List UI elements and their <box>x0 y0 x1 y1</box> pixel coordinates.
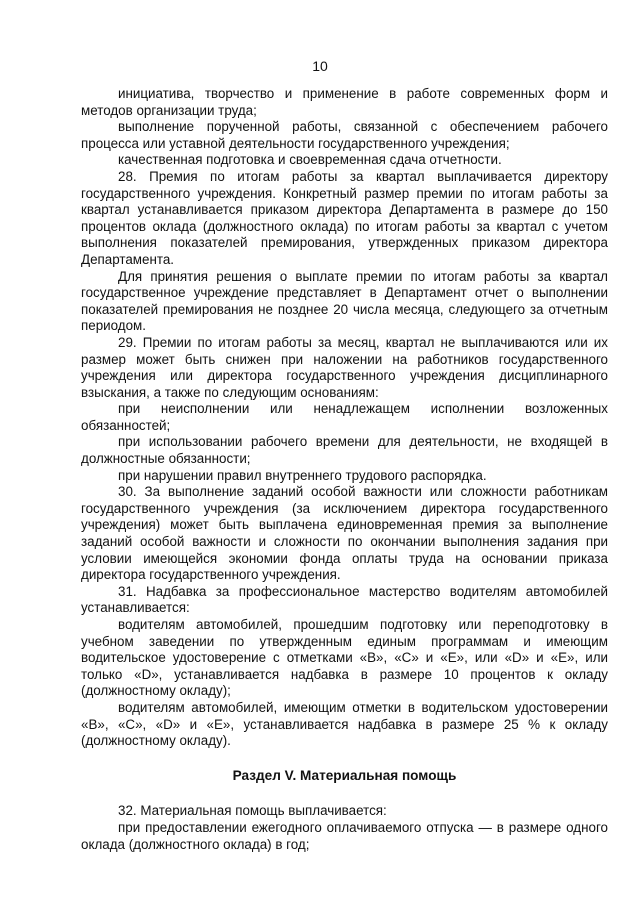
page-number: 10 <box>312 58 328 74</box>
paragraph-item-32: 32. Материальная помощь выплачивается: <box>118 803 387 819</box>
paragraph-item-28: 28. Премия по итогам работы за квартал выплачивается директору государственного учреждения. Конкретный размер премии по итогам работы за квартал устанавливается приказом директора Департамента в размере до 150 процентов оклада (должностного оклада) по итогам работы за квартал с учетом выполнения показателей премирования, утвержденных приказом директора Департамента. <box>81 168 608 267</box>
paragraph: инициатива, творчество и применение в работе современных форм и методов организации труда; <box>81 86 608 118</box>
paragraph-item-31: 31. Надбавка за профессиональное мастерство водителям автомобилей устанавливается: <box>81 583 608 616</box>
paragraph: при нарушении правил внутреннего трудового распорядка. <box>118 467 487 483</box>
paragraph: качественная подготовка и своевременная сдача отчетности. <box>118 152 502 168</box>
document-body <box>81 86 608 853</box>
paragraph: Для принятия решения о выплате премии по итогам работы за квартал государственное учреждение представляет в Департамент отчет о выполнении показателей премирования не позднее 20 числа месяца, следующего за отчетным периодом. <box>81 268 608 334</box>
paragraph: выполнение порученной работы, связанной с обеспечением рабочего процесса или уставной деятельности государственного учреждения; <box>81 119 608 151</box>
section-heading: Раздел V. Материальная помощь <box>232 767 457 783</box>
paragraph-item-30: 30. За выполнение заданий особой важности или сложности работникам государственного учреждения (за исключением директора государственного учреждения) может быть выплачена единовременная премия за выполнение заданий особой важности и сложности по окончании выполнения задания при условии имеющейся экономии фонда оплаты труда на основании приказа директора государственного учреждения. <box>81 484 608 583</box>
paragraph: при неисполнении или ненадлежащем исполнении возложенных обязанностей; <box>81 401 608 433</box>
paragraph: водителям автомобилей, имеющим отметки в водительском удостоверении «B», «C», «D» и «E», устанавливается надбавка в размере 25 % к окладу (должностному окладу). <box>81 699 608 749</box>
paragraph: при предоставлении ежегодного оплачиваемого отпуска — в размере одного оклада (должностного оклада) в год; <box>81 819 608 852</box>
paragraph-item-29: 29. Премии по итогам работы за месяц, квартал не выплачиваются или их размер может быть снижен при наложении на работников государственного учреждения или директора государственного учреждения дисциплинарного взыскания, а также по следующим основаниям: <box>81 334 608 400</box>
paragraph: водителям автомобилей, прошедшим подготовку или переподготовку в учебном заведении по утвержденным единым программам и имеющим водительское удостоверение с отметками «B», «C» и «E», или «D» и «E», или только «D», устанавливается надбавка в размере 10 процентов к окладу (должностному окладу); <box>81 617 608 699</box>
paragraph: при использовании рабочего времени для деятельности, не входящей в должностные обязанности; <box>81 434 608 467</box>
